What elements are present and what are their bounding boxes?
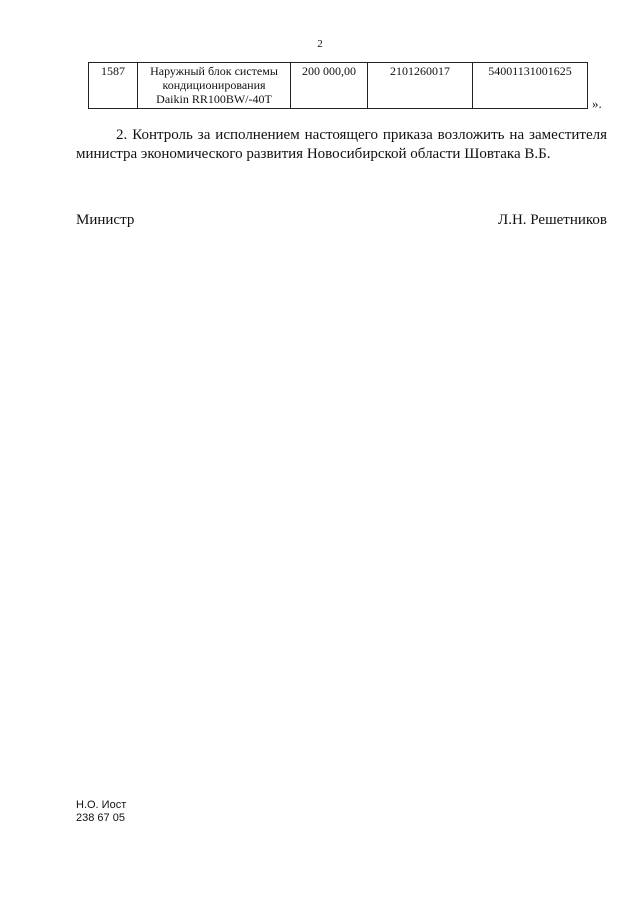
item-name-cell	[138, 63, 291, 109]
row-number-cell: 1587	[89, 63, 138, 109]
page-number: 2	[317, 38, 323, 50]
item-name-line: Daikin RR100BW/-40T	[156, 92, 272, 106]
signature-block	[76, 212, 607, 229]
code-cell: 2101260017	[368, 63, 473, 109]
item-name-line: кондиционирования	[162, 78, 266, 92]
executor-block	[76, 799, 126, 825]
price-cell: 200 000,00	[291, 63, 368, 109]
signatory-name: Л.Н. Решетников	[498, 212, 607, 228]
executor-name: Н.О. Иост	[76, 799, 127, 811]
executor-phone: 238 67 05	[76, 812, 125, 824]
inventory-number-cell: 54001131001625	[473, 63, 588, 109]
item-name-line: Наружный блок системы	[150, 64, 278, 78]
items-table	[88, 62, 588, 109]
signatory-position: Министр	[76, 212, 135, 228]
order-paragraph: 2. Контроль за исполнением настоящего приказа возложить на заместителя министра экономического развития Новосибирской области Шовтака В.Б.	[76, 127, 607, 162]
closing-quote: ».	[592, 96, 602, 111]
table-row	[89, 63, 588, 109]
